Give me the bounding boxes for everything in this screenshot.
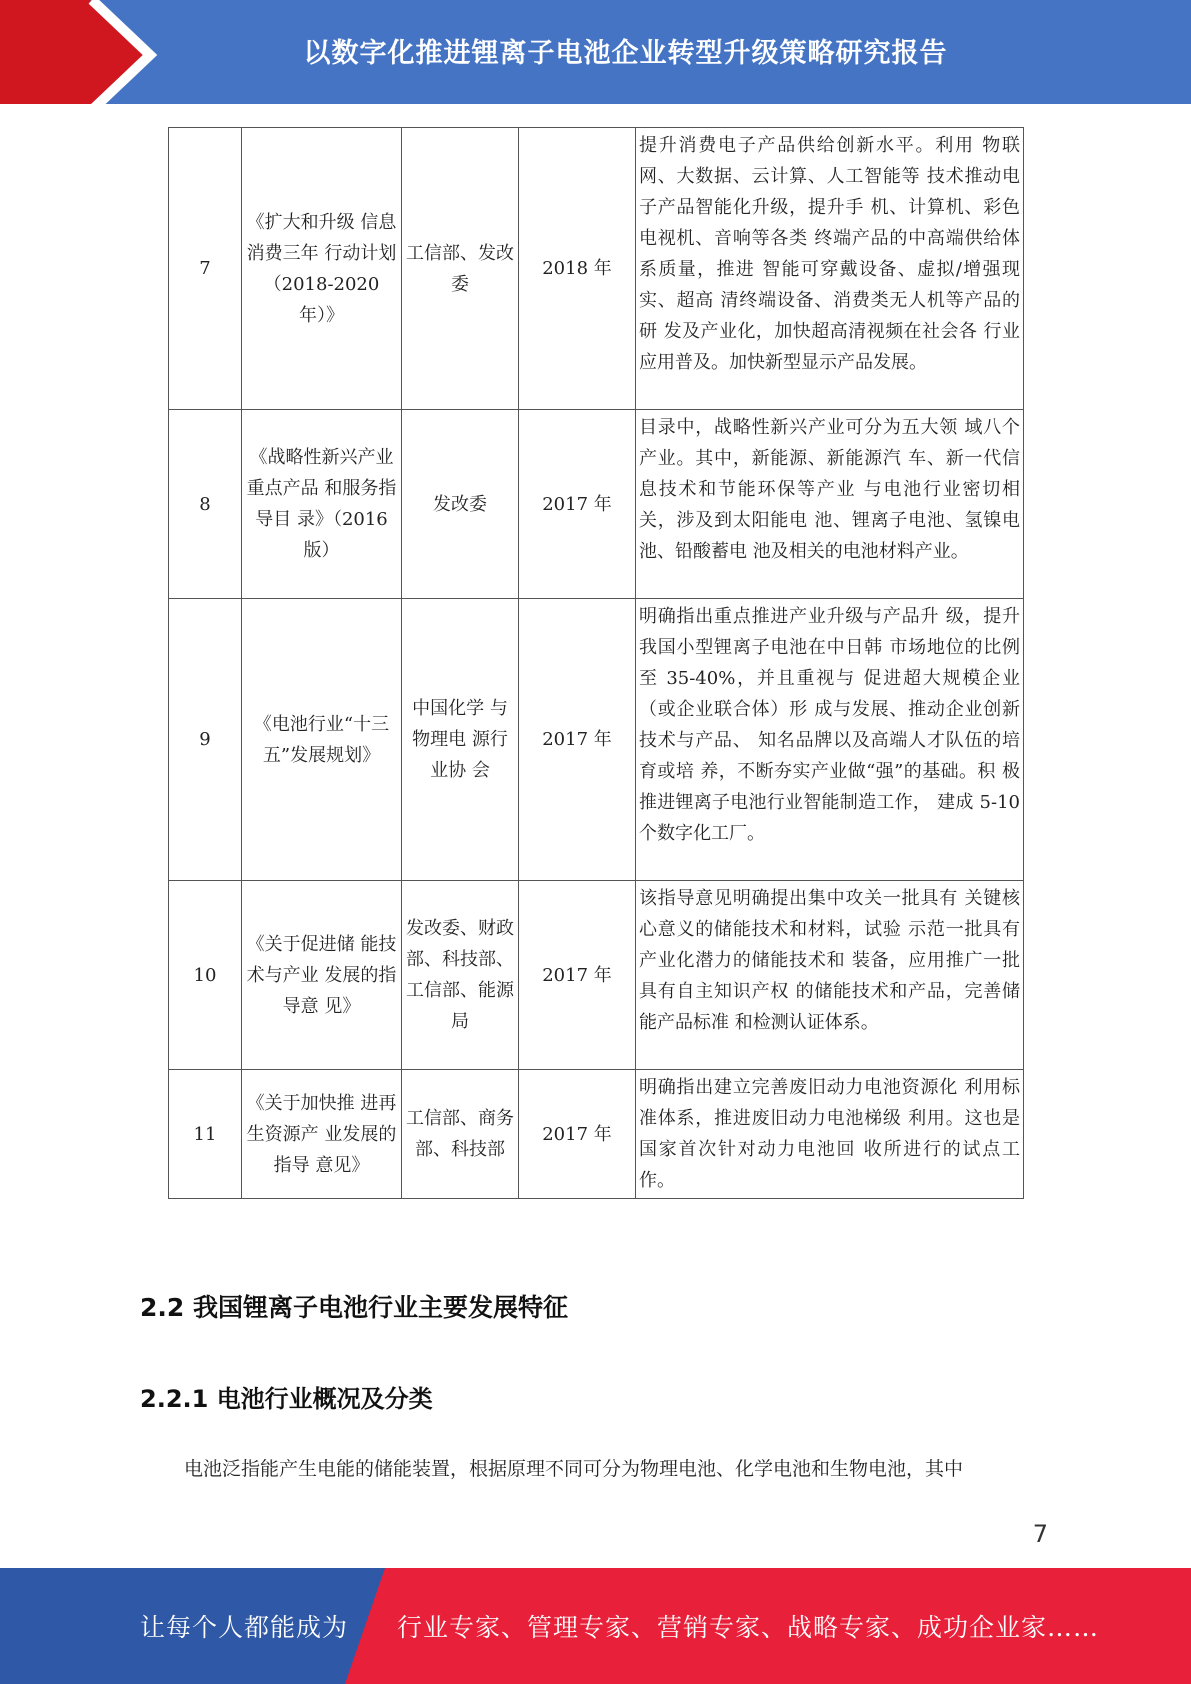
row-number: 9 [169,599,242,881]
policy-name: 《战略性新兴产业重点产品 和服务指导目 录》（2016 版） [242,410,402,599]
issue-year: 2017 年 [519,599,636,881]
issuing-department: 发改委、财政部、科技部、工信部、能源局 [402,881,519,1070]
issuing-department: 工信部、商务部、科技部 [402,1070,519,1199]
policy-content: 明确指出建立完善废旧动力电池资源化 利用标准体系，推进废旧动力电池梯级 利用。这也是国家首次针对动力电池回 收所进行的试点工作。 [636,1070,1024,1199]
footer-slogan-left: 让每个人都能成为 [140,1613,349,1642]
policy-table [168,127,1024,1199]
row-number: 11 [169,1070,242,1199]
page-footer [0,1568,1191,1684]
policy-content: 明确指出重点推进产业升级与产品升 级，提升我国小型锂离子电池在中日韩 市场地位的比例至 35-40%，并且重视与 促进超大规模企业（或企业联合体）形 成与发展、推动企业创新技术与产品、 知名品牌以及高端人才队伍的培育或培 养，不断夯实产业做“强”的基础。积 极推进锂离子电池行业智能制造工作， 建成 5-10 个数字化工厂。 [636,599,1024,881]
subsection-heading: 2.2.1 电池行业概况及分类 [140,1385,433,1413]
policy-name: 《关于促进储 能技术与产业 发展的指导意 见》 [242,881,402,1070]
body-paragraph: 电池泛指能产生电能的储能装置，根据原理不同可分为物理电池、化学电池和生物电池，其中 [184,1458,964,1480]
section-heading: 2.2 我国锂离子电池行业主要发展特征 [140,1293,568,1322]
header-bottom-gap [0,104,1191,110]
policy-content: 提升消费电子产品供给创新水平。利用 物联网、大数据、云计算、人工智能等 技术推动电子产品智能化升级，提升手 机、计算机、彩色电视机、音响等各类 终端产品的中高端供给体系质量，推进 智能可穿戴设备、虚拟/增强现实、超高 清终端设备、消费类无人机等产品的研 发及产业化，加快超高清视频在社会各 行业应用普及。加快新型显示产品发展。 [636,128,1024,410]
policy-name: 《关于加快推 进再生资源产 业发展的指导 意见》 [242,1070,402,1199]
page-header [0,0,1191,110]
report-title: 以数字化推进锂离子电池企业转型升级策略研究报告 [303,37,948,69]
footer-slogan-right: 行业专家、管理专家、营销专家、战略专家、成功企业家…… [397,1613,1100,1642]
policy-content: 目录中，战略性新兴产业可分为五大领 域八个产业。其中，新能源、新能源汽 车、新一代信息技术和节能环保等产业 与电池行业密切相关，涉及到太阳能电 池、锂离子电池、氢镍电池、铅酸蓄电 池及相关的电池材料产业。 [636,410,1024,599]
policy-name: 《扩大和升级 信息消费三年 行动计划 （2018-2020 年）》 [242,128,402,410]
table-row [169,881,1024,1070]
row-number: 7 [169,128,242,410]
issuing-department: 中国化学 与物理电 源行业协 会 [402,599,519,881]
policy-name: 《电池行业“十三五”发展规划》 [242,599,402,881]
policy-content: 该指导意见明确提出集中攻关一批具有 关键核心意义的储能技术和材料，试验 示范一批具有产业化潜力的储能技术和 装备，应用推广一批具有自主知识产权 的储能技术和产品，完善储能产品标准 和检测认证体系。 [636,881,1024,1070]
table-row [169,1070,1024,1199]
issue-year: 2017 年 [519,1070,636,1199]
table-row [169,599,1024,881]
table-row [169,128,1024,410]
issuing-department: 发改委 [402,410,519,599]
table-row [169,410,1024,599]
issue-year: 2017 年 [519,410,636,599]
row-number: 10 [169,881,242,1070]
issue-year: 2018 年 [519,128,636,410]
issue-year: 2017 年 [519,881,636,1070]
header-red-arrow [0,0,148,110]
issuing-department: 工信部、发改委 [402,128,519,410]
row-number: 8 [169,410,242,599]
page-number: 7 [1032,1520,1048,1548]
